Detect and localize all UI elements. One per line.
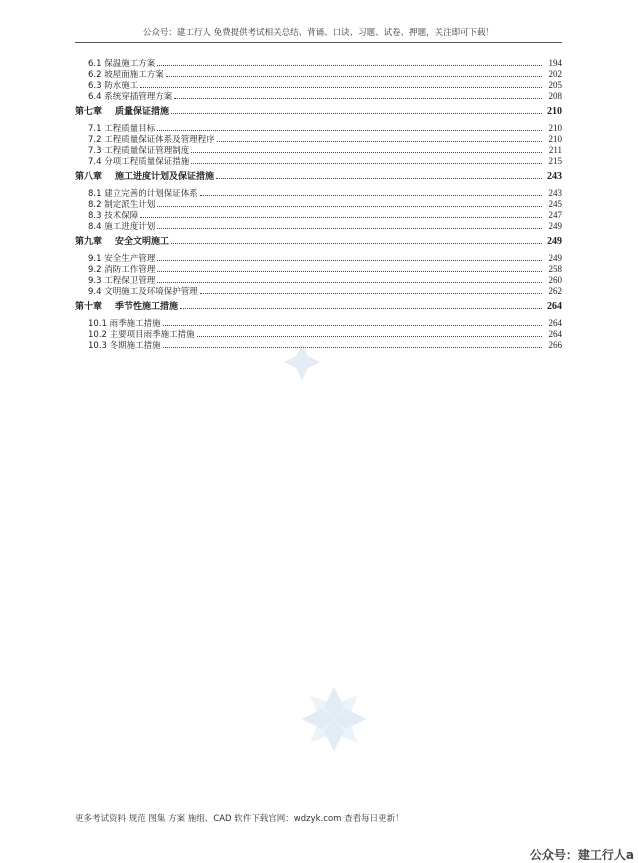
toc-section-label: 10.1 雨季施工措施 bbox=[88, 319, 161, 329]
toc-chapter-label: 质量保证措施 bbox=[115, 107, 170, 117]
page-footer: 更多考试资料 规范 图集 方案 施组、CAD 软件下载官网：wdzyk.com 查看每日更新！ bbox=[75, 814, 404, 824]
watermark-logo-small bbox=[282, 342, 322, 382]
dot-leader bbox=[217, 134, 542, 142]
toc-section-row[interactable] bbox=[75, 318, 562, 329]
toc-section-row[interactable] bbox=[75, 275, 562, 286]
dot-leader bbox=[197, 329, 542, 337]
toc-section-row[interactable] bbox=[75, 264, 562, 275]
toc-page-number: 258 bbox=[548, 264, 562, 274]
dot-leader bbox=[171, 106, 542, 114]
dot-leader bbox=[157, 221, 542, 229]
toc-section-label: 7.4 分项工程质量保证措施 bbox=[88, 157, 190, 167]
toc-chapter-row[interactable] bbox=[75, 105, 562, 119]
dot-leader bbox=[191, 145, 542, 153]
toc-chapter-row[interactable] bbox=[75, 300, 562, 314]
toc-chapter-number: 第九章 bbox=[75, 237, 103, 247]
dot-leader bbox=[157, 199, 542, 207]
dot-leader bbox=[157, 275, 542, 283]
table-of-contents bbox=[75, 58, 562, 351]
toc-page-number: 249 bbox=[548, 253, 562, 263]
toc-section-label: 6.3 防水施工 bbox=[88, 81, 139, 91]
toc-page-number: 264 bbox=[548, 318, 562, 328]
dot-leader bbox=[171, 236, 542, 244]
toc-chapter-title bbox=[75, 300, 178, 314]
toc-chapter-title bbox=[75, 105, 169, 119]
toc-section-row[interactable] bbox=[75, 286, 562, 297]
toc-chapter-row[interactable] bbox=[75, 235, 562, 249]
toc-page-number: 205 bbox=[548, 80, 562, 90]
dot-leader bbox=[163, 318, 542, 326]
toc-chapter-label: 季节性施工措施 bbox=[115, 302, 179, 312]
dot-leader bbox=[157, 264, 542, 272]
toc-section-row[interactable] bbox=[75, 210, 562, 221]
dot-leader bbox=[140, 80, 542, 88]
toc-section-row[interactable] bbox=[75, 329, 562, 340]
toc-section-row[interactable] bbox=[75, 188, 562, 199]
toc-page-number: 260 bbox=[548, 275, 562, 285]
dot-leader bbox=[180, 301, 542, 309]
toc-page-number: 262 bbox=[548, 286, 562, 296]
toc-page-number: 243 bbox=[548, 188, 562, 198]
toc-section-row[interactable] bbox=[75, 199, 562, 210]
toc-page-number: 247 bbox=[548, 210, 562, 220]
toc-section-row[interactable] bbox=[75, 145, 562, 156]
toc-section-row[interactable] bbox=[75, 58, 562, 69]
toc-page-number: 208 bbox=[548, 91, 562, 101]
toc-page-number: 264 bbox=[548, 329, 562, 339]
toc-chapter-number: 第十章 bbox=[75, 302, 103, 312]
watermark-logo-large bbox=[300, 685, 368, 753]
toc-section-row[interactable] bbox=[75, 123, 562, 134]
toc-section-label: 6.2 坡屋面施工方案 bbox=[88, 70, 164, 80]
toc-page-number: 211 bbox=[548, 145, 562, 155]
toc-page-number: 210 bbox=[548, 134, 562, 144]
toc-section-label: 8.3 技术保障 bbox=[88, 211, 139, 221]
toc-section-label: 8.4 施工进度计划 bbox=[88, 222, 156, 232]
toc-section-row[interactable] bbox=[75, 253, 562, 264]
dot-leader bbox=[163, 340, 542, 348]
toc-section-label: 8.2 制定派生计划 bbox=[88, 200, 156, 210]
toc-section-label: 7.2 工程质量保证体系及管理程序 bbox=[88, 135, 215, 145]
toc-section-label: 9.3 工程保卫管理 bbox=[88, 276, 156, 286]
toc-chapter-title bbox=[75, 235, 169, 249]
toc-page-number: 194 bbox=[548, 58, 562, 68]
toc-section-label: 10.3 冬期施工措施 bbox=[88, 341, 161, 351]
toc-section-label: 9.2 消防工作管理 bbox=[88, 265, 156, 275]
toc-page-number: 243 bbox=[547, 171, 562, 182]
dot-leader bbox=[216, 171, 542, 179]
toc-page-number: 249 bbox=[548, 221, 562, 231]
toc-chapter-title bbox=[75, 170, 214, 184]
toc-section-label: 9.1 安全生产管理 bbox=[88, 254, 156, 264]
toc-section-label: 8.1 建立完善的计划保证体系 bbox=[88, 189, 198, 199]
dot-leader bbox=[191, 156, 542, 164]
toc-section-label: 6.1 保温施工方案 bbox=[88, 59, 156, 69]
dot-leader bbox=[200, 188, 542, 196]
page-header: 公众号：建工行人 免费提供考试相关总结、背诵、口诀、习题、试卷、押题，关注即可下载！ bbox=[75, 26, 562, 43]
toc-page-number: 266 bbox=[548, 340, 562, 350]
toc-section-label: 10.2 主要项目雨季施工措施 bbox=[88, 330, 195, 340]
toc-section-row[interactable] bbox=[75, 156, 562, 167]
toc-chapter-number: 第七章 bbox=[75, 107, 103, 117]
toc-section-row[interactable] bbox=[75, 221, 562, 232]
toc-page-number: 264 bbox=[547, 301, 562, 312]
toc-page-number: 210 bbox=[547, 106, 562, 117]
toc-chapter-label: 施工进度计划及保证措施 bbox=[115, 172, 215, 182]
toc-section-row[interactable] bbox=[75, 80, 562, 91]
dot-leader bbox=[174, 91, 542, 99]
toc-chapter-row[interactable] bbox=[75, 170, 562, 184]
toc-page-number: 249 bbox=[547, 236, 562, 247]
dot-leader bbox=[166, 69, 542, 77]
toc-section-label: 9.4 文明施工及环境保护管理 bbox=[88, 287, 198, 297]
toc-page-number: 215 bbox=[548, 156, 562, 166]
dot-leader bbox=[157, 123, 542, 131]
toc-page-number: 210 bbox=[548, 123, 562, 133]
toc-section-label: 7.1 工程质量目标 bbox=[88, 124, 156, 134]
dot-leader bbox=[200, 286, 542, 294]
toc-section-label: 7.3 工程质量保证管理制度 bbox=[88, 146, 190, 156]
toc-chapter-label: 安全文明施工 bbox=[115, 237, 170, 247]
toc-page-number: 202 bbox=[548, 69, 562, 79]
toc-chapter-number: 第八章 bbox=[75, 172, 103, 182]
toc-page-number: 245 bbox=[548, 199, 562, 209]
toc-section-row[interactable] bbox=[75, 91, 562, 102]
toc-section-row[interactable] bbox=[75, 69, 562, 80]
brand-watermark-text: 公众号：建工行人a bbox=[529, 848, 634, 862]
toc-section-row[interactable] bbox=[75, 134, 562, 145]
toc-section-label: 6.4 系统穿插管理方案 bbox=[88, 92, 173, 102]
dot-leader bbox=[140, 210, 542, 218]
dot-leader bbox=[157, 253, 542, 261]
dot-leader bbox=[157, 58, 542, 66]
